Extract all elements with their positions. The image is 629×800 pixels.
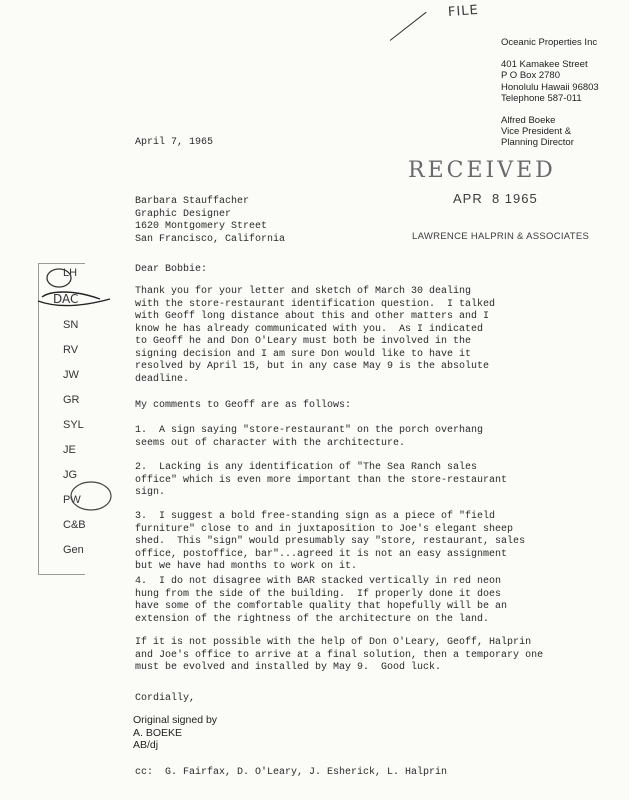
letterhead: [501, 37, 599, 149]
salutation: Dear Bobbie:: [135, 264, 208, 275]
addressee-block: [135, 196, 285, 246]
routing-initial: SN: [63, 319, 79, 331]
typist-initials: AB/dj: [133, 739, 159, 751]
closing: Cordially,: [135, 693, 196, 704]
paragraph-line: sign.: [135, 487, 166, 498]
routing-initial: C&B: [63, 519, 86, 531]
paragraph-line: resolved by April 15, but in any case May 9 is the absolute: [135, 361, 490, 372]
addressee-title: Graphic Designer: [135, 208, 232, 220]
paragraph-line: know he has already communicated with you. As I indicated: [135, 323, 484, 335]
paragraph-line: with the store-restaurant identification question. I talked: [135, 298, 496, 310]
routing-initial: DAC: [53, 292, 79, 306]
paragraph-line: hung from the side of the building. If properly done it does: [135, 588, 502, 600]
company-name: Oceanic Properties Inc: [501, 37, 598, 48]
company-street: 401 Kamakee Street: [501, 59, 588, 71]
sender-name: Alfred Boeke: [501, 115, 556, 127]
paragraph-line: have some of the comfortable quality that hopefully will be an: [135, 601, 508, 612]
sender-title-1: Vice President &: [501, 126, 572, 138]
received-stamp-date: APR 8 1965: [453, 191, 538, 206]
routing-initial: PW: [63, 494, 81, 506]
paragraph-line: 4. I do not disagree with BAR stacked vertically in red neon: [135, 576, 502, 587]
addressee-city: San Francisco, California: [135, 233, 286, 245]
routing-initial: GR: [63, 394, 80, 406]
paragraph-line: My comments to Geoff are as follows:: [135, 400, 352, 411]
company-po-box: P O Box 2780: [501, 70, 560, 82]
company-city: Honolulu Hawaii 96803: [501, 81, 599, 93]
paragraph-line: with Geoff long distance about this and other matters and I: [135, 311, 490, 322]
paragraph-line: furniture" close to and in juxtaposition to Joe's elegant sheep: [135, 523, 514, 535]
body-paragraph-5: [135, 511, 526, 574]
body-paragraph-1: [135, 286, 505, 386]
body-paragraph-7: [135, 637, 544, 675]
paragraph-line: Thank you for your letter and sketch of March 30 dealing: [135, 286, 472, 297]
paragraph-line: to Geoff he and Don O'Leary must both be involved in the: [135, 336, 472, 347]
handwritten-stroke: [390, 12, 427, 41]
routing-initial: JE: [63, 444, 76, 456]
paragraph-line: deadline.: [135, 373, 190, 385]
routing-initial: Gen: [63, 544, 84, 556]
paragraph-line: 2. Lacking is any identification of "The Sea Ranch sales: [135, 462, 478, 473]
cc-line: cc: G. Fairfax, D. O'Leary, J. Esherick, L. Halprin: [135, 767, 448, 778]
handwritten-file-note: FILE: [447, 2, 480, 21]
paragraph-line: 3. I suggest a bold free-standing sign as a piece of "field: [135, 511, 496, 522]
addressee-name: Barbara Stauffacher: [135, 196, 250, 207]
letter-date: April 7, 1965: [135, 137, 214, 148]
handwritten-routing-marks: [30, 263, 120, 523]
paragraph-line: must be evolved and installed by May 9. Good luck.: [135, 662, 442, 673]
paragraph-line: If it is not possible with the help of Don O'Leary, Geoff, Halprin: [135, 637, 532, 648]
body-paragraph-6: [135, 576, 508, 626]
routing-initial: LH: [63, 267, 78, 279]
paragraph-line: extension of the rightness of the architecture on the land.: [135, 613, 490, 625]
sender-title-2: Planning Director: [501, 137, 574, 149]
routing-initial: RV: [63, 344, 79, 356]
paragraph-line: shed. This "sign" would presumably say "store, restaurant, sales: [135, 536, 526, 547]
signature-note: Original signed by: [133, 714, 218, 726]
routing-initial: JW: [63, 369, 79, 381]
body-paragraph-4: [135, 462, 508, 500]
signature-block: [133, 714, 217, 752]
paragraph-line: and Joe's office to arrive at a final solution, then a temporary one: [135, 649, 544, 661]
routing-initial: SYL: [63, 419, 84, 431]
paragraph-line: seems out of character with the architecture.: [135, 437, 406, 449]
paragraph-line: signing decision and I am sure Don would like to have it: [135, 348, 472, 360]
received-stamp-firm: LAWRENCE HALPRIN & ASSOCIATES: [412, 231, 590, 242]
addressee-street: 1620 Montgomery Street: [135, 221, 268, 232]
paragraph-line: office" which is even more important than the store-restaurant: [135, 474, 508, 486]
paragraph-line: but we have had months to work on it.: [135, 561, 358, 572]
paragraph-line: office, postoffice, bar"...agreed it is not an easy assignment: [135, 548, 508, 560]
body-paragraph-2: [135, 400, 505, 413]
body-paragraph-3: [135, 425, 505, 450]
routing-initial: JG: [63, 469, 78, 481]
paragraph-line: 1. A sign saying "store-restaurant" on the porch overhang: [135, 425, 484, 436]
received-stamp: RECEIVED: [408, 158, 556, 183]
company-telephone: Telephone 587-011: [501, 92, 582, 104]
signature-name: A. BOEKE: [133, 726, 183, 739]
